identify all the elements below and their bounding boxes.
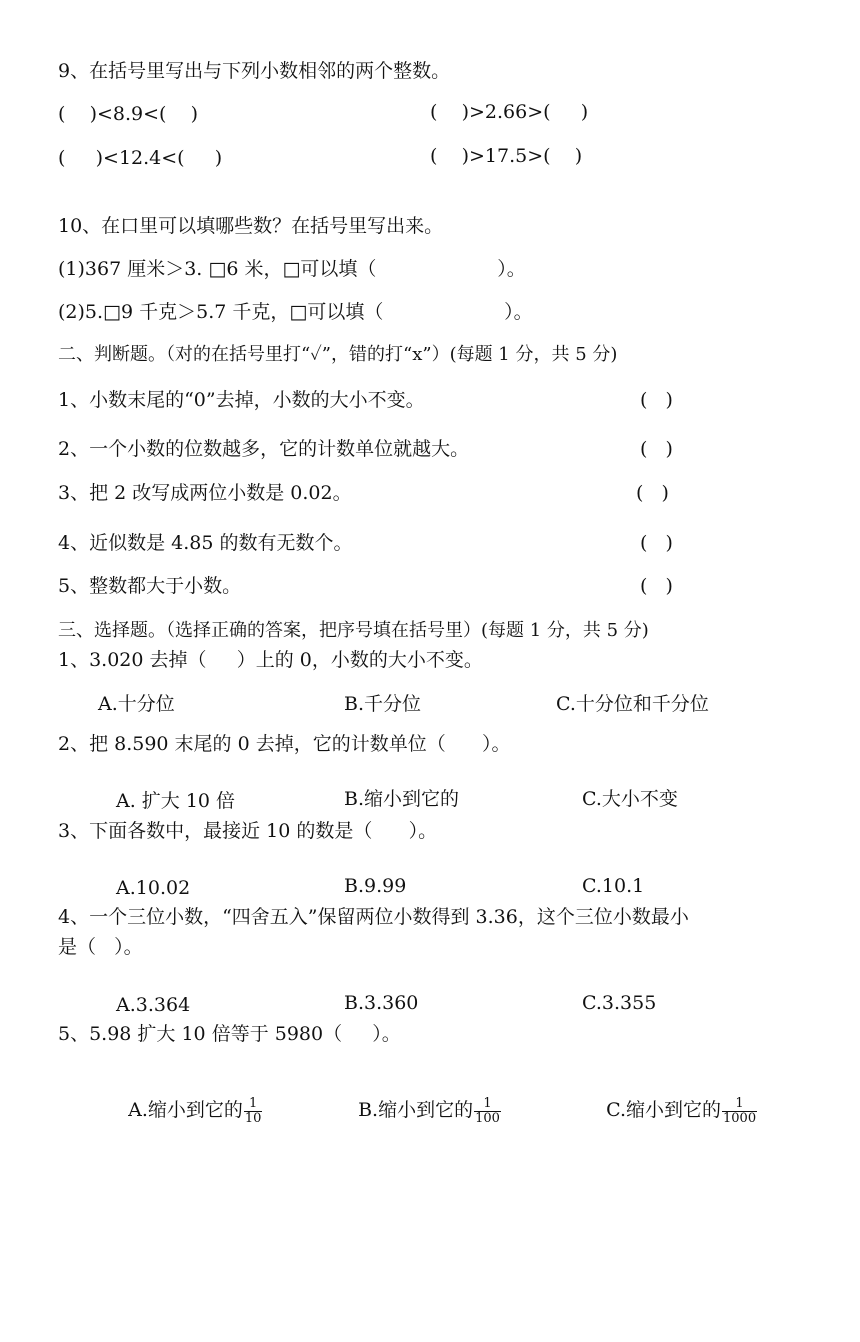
choice-q3-stem: 3、下面各数中，最接近 10 的数是（ ）。 — [58, 820, 438, 842]
judge-blank-2: ( ) — [640, 438, 673, 460]
judge-blank-3: ( ) — [636, 482, 669, 504]
judge-blank-5: ( ) — [640, 575, 673, 597]
section2-heading: 二、判断题。（对的在括号里打“✓”，错的打“x”）(每题 1 分，共 5 分) — [58, 344, 618, 365]
choice-q3-option-c: C.10.1 — [582, 875, 645, 897]
choice-q1-stem: 1、3.020 去掉（ ）上的 0，小数的大小不变。 — [58, 649, 483, 671]
judge-item-4: 4、近似数是 4.85 的数有无数个。 — [58, 532, 353, 554]
judge-blank-1: ( ) — [640, 389, 673, 411]
judge-item-5: 5、整数都大于小数。 — [58, 575, 242, 597]
choice-q1-option-a: A.十分位 — [98, 693, 175, 715]
choice-q4-option-b: B.3.360 — [344, 992, 419, 1014]
q9-item-3: ( )<12.4<( ) — [58, 147, 223, 169]
choice-q1-option-c: C.十分位和千分位 — [556, 693, 709, 715]
choice-q4-option-c: C.3.355 — [582, 992, 657, 1014]
choice-q4-stem-line1: 4、一个三位小数，“四舍五入”保留两位小数得到 3.36，这个三位小数最小 — [58, 906, 689, 928]
judge-item-3: 3、把 2 改写成两位小数是 0.02。 — [58, 482, 352, 504]
q9-item-4: ( )>17.5>( ) — [430, 145, 583, 167]
section3-heading: 三、选择题。（选择正确的答案，把序号填在括号里）(每题 1 分，共 5 分) — [58, 620, 649, 641]
fraction-one-tenth: $\frac{1}{10}$ — [244, 1096, 262, 1126]
option-c-text: C.缩小到它的 — [606, 1099, 721, 1122]
option-a-text: A.缩小到它的 — [128, 1099, 243, 1122]
q9-item-1: ( )<8.9<( ) — [58, 103, 199, 125]
choice-q2-stem: 2、把 8.590 末尾的 0 去掉，它的计数单位（ ）。 — [58, 733, 511, 755]
choice-q5-option-a — [116, 1078, 262, 1125]
choice-q4-stem-line2: 是（ ）。 — [58, 936, 143, 958]
choice-q5-option-b — [346, 1078, 501, 1125]
choice-q3-option-b: B.9.99 — [344, 875, 407, 897]
q10-title: 10、在口里可以填哪些数？在括号里写出来。 — [58, 215, 444, 237]
fraction-one-thousandth: $\frac{1}{1000}$ — [723, 1096, 757, 1126]
q10-item-2: (2)5.□9 千克＞5.7 千克，□可以填（ ）。 — [58, 301, 533, 323]
fraction-one-hundredth: $\frac{1}{100}$ — [475, 1096, 500, 1126]
choice-q5-stem: 5、5.98 扩大 10 倍等于 5980（ ）。 — [58, 1023, 401, 1045]
judge-item-1: 1、小数末尾的“0”去掉，小数的大小不变。 — [58, 389, 425, 411]
choice-q1-option-b: B.千分位 — [344, 693, 422, 715]
choice-q2-option-c: C.大小不变 — [582, 788, 678, 810]
q9-item-2: ( )>2.66>( ) — [430, 101, 589, 123]
judge-blank-4: ( ) — [640, 532, 673, 554]
choice-q4-option-a: A.3.364 — [116, 994, 191, 1016]
choice-q2-option-b: B.缩小到它的 — [344, 788, 460, 810]
judge-item-2: 2、一个小数的位数越多，它的计数单位就越大。 — [58, 438, 470, 460]
choice-q5-option-c — [594, 1078, 757, 1125]
option-b-text: B.缩小到它的 — [358, 1099, 474, 1122]
q10-item-1: (1)367 厘米＞3. □6 米，□可以填（ ）。 — [58, 258, 526, 280]
q9-title: 9、在括号里写出与下列小数相邻的两个整数。 — [58, 60, 451, 82]
choice-q3-option-a: A.10.02 — [116, 877, 191, 899]
choice-q2-option-a: A. 扩大 10 倍 — [116, 790, 236, 812]
